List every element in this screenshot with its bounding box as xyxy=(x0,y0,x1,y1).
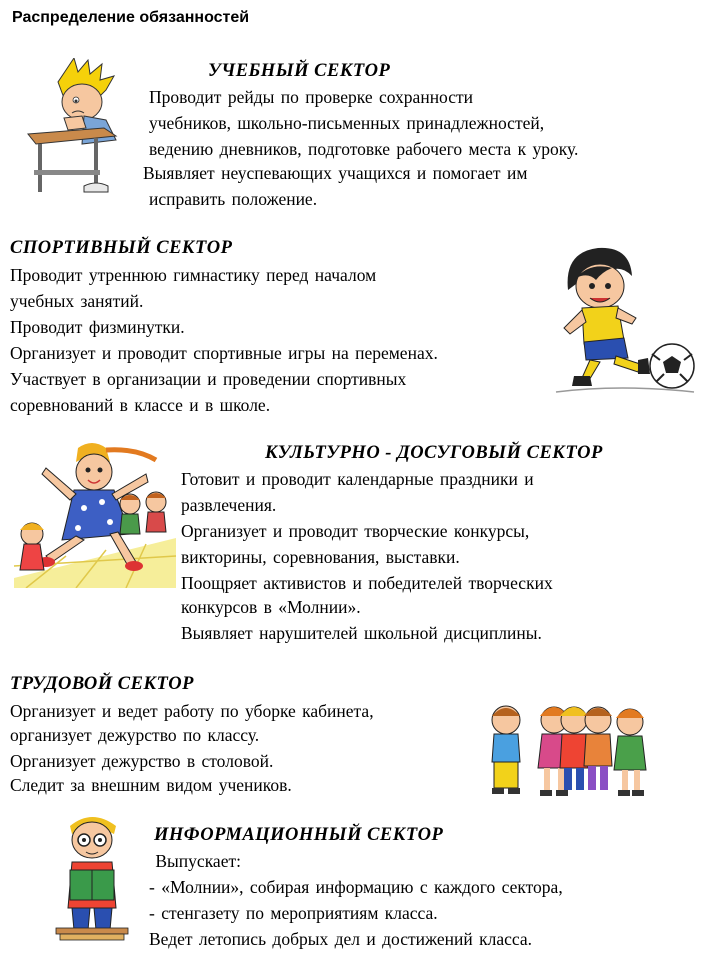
sector-line: Участвует в организации и проведении спортивных xyxy=(10,369,407,389)
sector-line: - «Молнии», собирая информацию с каждого сектора, xyxy=(149,877,563,897)
sector-title: ТРУДОВОЙ СЕКТОР xyxy=(10,674,194,694)
sector-title: КУЛЬТУРНО - ДОСУГОВЫЙ СЕКТОР xyxy=(265,443,603,463)
sector-line: учебных занятий. xyxy=(10,291,144,311)
sector-line: соревнований в классе и в школе. xyxy=(10,395,271,415)
sector-line: Ведет летопись добрых дел и достижений класса. xyxy=(149,929,532,949)
sector-line: Проводит утреннюю гимнастику перед началом xyxy=(10,265,377,285)
sector-line: Следит за внешним видом учеников. xyxy=(10,775,292,795)
sector-title: СПОРТИВНЫЙ СЕКТОР xyxy=(10,238,233,258)
sector-line: ведению дневников, подготовке рабочего места к уроку. xyxy=(149,139,579,159)
sector-title: ИНФОРМАЦИОННЫЙ СЕКТОР xyxy=(154,825,444,845)
sector-line: Выявляет неуспевающих учащихся и помогает им xyxy=(143,163,528,183)
sector-line: Выпускает: xyxy=(149,851,241,871)
sector-line: Проводит рейды по проверке сохранности xyxy=(149,87,474,107)
sector-line: развлечения. xyxy=(181,495,277,515)
dancing-children-illustration xyxy=(6,438,182,588)
sector-line: Готовит и проводит календарные праздники и xyxy=(181,469,534,489)
student-at-desk-illustration xyxy=(24,58,134,198)
sector-line: исправить положение. xyxy=(149,189,318,209)
sector-line: Организует и проводит спортивные игры на переменах. xyxy=(10,343,438,363)
boy-reading-book-illustration xyxy=(46,812,138,944)
sector-line: Организует и ведет работу по уборке кабинета, xyxy=(10,701,374,721)
sector-line: Поощряет активистов и победителей творческих xyxy=(181,573,553,593)
sector-line: Организует дежурство в столовой. xyxy=(10,751,274,771)
sector-line: Организует и проводит творческие конкурсы, xyxy=(181,521,530,541)
sector-line: учебников, школьно-письменных принадлежностей, xyxy=(149,113,545,133)
sector-line: Выявляет нарушителей школьной дисциплины. xyxy=(181,623,542,643)
sector-line: викторины, соревнования, выставки. xyxy=(181,547,460,567)
sector-title: УЧЕБНЫЙ СЕКТОР xyxy=(208,61,391,81)
boy-with-soccer-ball-illustration xyxy=(550,242,700,400)
sector-line: Проводит физминутки. xyxy=(10,317,185,337)
sector-line: - стенгазету по мероприятиям класса. xyxy=(149,903,438,923)
sector-line: организует дежурство по классу. xyxy=(10,725,260,745)
page-title: Распределение обязанностей xyxy=(12,9,250,26)
sector-line: конкурсов в «Молнии». xyxy=(181,597,361,617)
group-of-children-illustration xyxy=(484,698,656,802)
